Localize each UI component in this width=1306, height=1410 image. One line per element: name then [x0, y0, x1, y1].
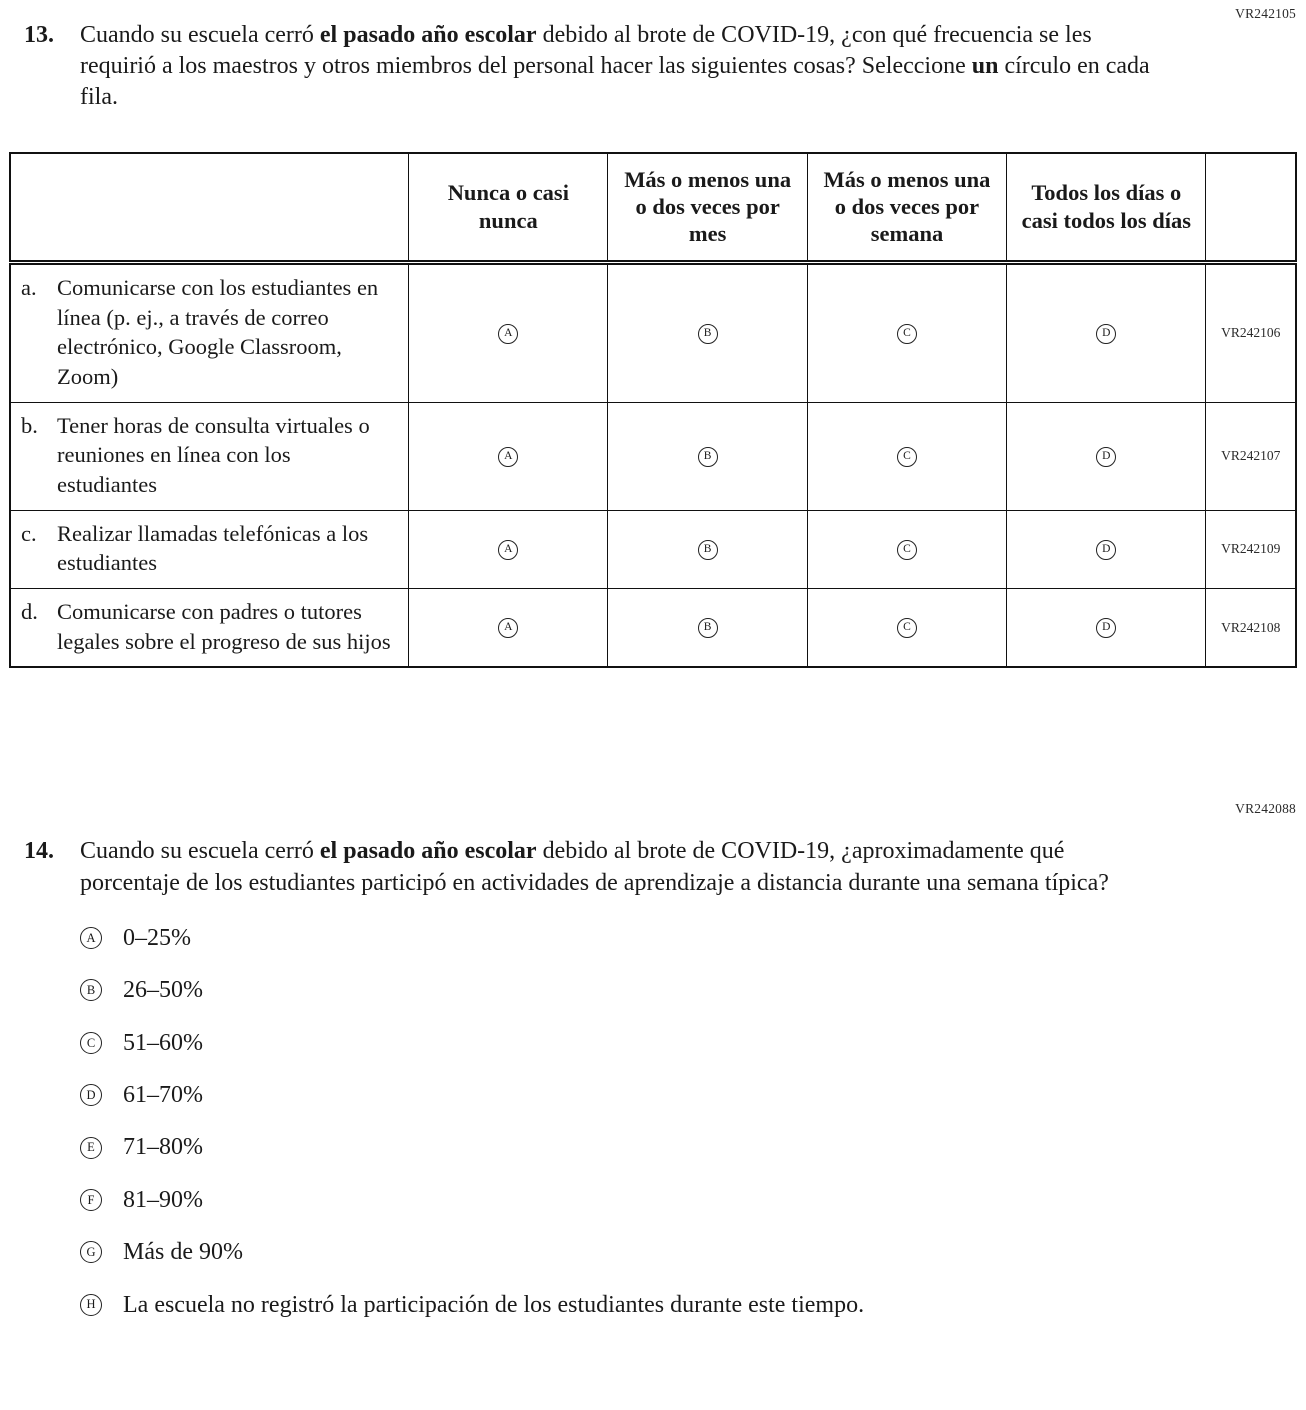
q13-frequency-table [9, 152, 1297, 669]
option-cell [807, 402, 1006, 510]
radio-option-c[interactable]: C [897, 618, 917, 638]
row-letter: d. [21, 599, 38, 625]
option-cell [807, 262, 1006, 402]
column-header-weekly: Más o menos una o dos veces por semana [807, 153, 1006, 263]
option-row-c [80, 1030, 1306, 1056]
q14-text-bold: el pasado año escolar [319, 838, 537, 865]
question-14 [0, 836, 1306, 898]
option-cell [1007, 402, 1206, 510]
row-letter: c. [21, 520, 37, 546]
table-header-code-col [1206, 153, 1296, 263]
row-text: Tener horas de consulta virtuales o reuniones en línea con los estudiantes [57, 412, 370, 497]
option-cell [1007, 510, 1206, 588]
question-13-number: 13. [24, 22, 54, 48]
option-row-b [80, 977, 1306, 1003]
radio-option-h[interactable]: H [80, 1294, 102, 1316]
column-header-daily: Todos los días o casi todos los días [1007, 153, 1206, 263]
q14-text-part: debido al brote de COVID-19, ¿aproximadamente qué porcentaje de los estudiantes participó en actividades de aprendizaje a distancia durante una semana típica? [80, 838, 1109, 896]
option-row-g [80, 1239, 1306, 1265]
q13-text-bold: el pasado año escolar [319, 22, 537, 48]
row-code: VR242109 [1206, 510, 1296, 588]
row-text: Comunicarse con los estudiantes en línea (p. ej., a través de correo electrónico, Google Classroom, Zoom) [57, 274, 379, 389]
radio-option-a[interactable]: A [498, 618, 518, 638]
column-header-never: Nunca o casi nunca [409, 153, 608, 263]
q13-text-part: círculo en cada fila. [80, 53, 1150, 111]
radio-option-a[interactable]: A [80, 927, 102, 949]
radio-option-c[interactable]: C [897, 540, 917, 560]
q13-text-part: debido al brote de COVID-19, ¿con qué frecuencia se les requirió a los maestros y otros miembros del personal hacer las siguientes cosas? Seleccione [80, 22, 1092, 80]
radio-option-e[interactable]: E [80, 1137, 102, 1159]
radio-option-c[interactable]: C [897, 324, 917, 344]
form-code-top: VR242105 [1235, 6, 1296, 21]
option-cell [409, 510, 608, 588]
option-label: 0–25% [123, 924, 191, 951]
option-cell [608, 262, 807, 402]
option-label: La escuela no registró la participación de los estudiantes durante este tiempo. [123, 1291, 865, 1318]
radio-option-d[interactable]: D [1096, 324, 1116, 344]
option-label: 71–80% [123, 1134, 203, 1161]
row-text: Comunicarse con padres o tutores legales sobre el progreso de sus hijos [57, 599, 391, 654]
q14-options [0, 925, 1306, 1318]
radio-option-d[interactable]: D [1096, 540, 1116, 560]
column-header-monthly: Más o menos una o dos veces por mes [608, 153, 807, 263]
option-cell [1007, 589, 1206, 668]
table-header-stub [10, 153, 409, 263]
row-label-d [10, 589, 409, 668]
radio-option-b[interactable]: B [698, 540, 718, 560]
form-code-mid: VR242088 [1235, 801, 1296, 817]
option-cell [409, 589, 608, 668]
option-row-d [80, 1082, 1306, 1108]
option-row-h [80, 1292, 1306, 1318]
option-row-f [80, 1187, 1306, 1213]
q13-text-part: Cuando su escuela cerró [80, 22, 320, 48]
row-label-a [10, 262, 409, 402]
radio-option-f[interactable]: F [80, 1189, 102, 1211]
option-label: Más de 90% [123, 1239, 243, 1266]
option-cell [608, 402, 807, 510]
table-row-a [10, 262, 1296, 402]
option-label: 81–90% [123, 1186, 203, 1213]
table-header-row [10, 153, 1296, 263]
row-text: Realizar llamadas telefónicas a los estudiantes [57, 520, 369, 576]
radio-option-g[interactable]: G [80, 1241, 102, 1263]
radio-option-b[interactable]: B [80, 979, 102, 1001]
row-code: VR242108 [1206, 589, 1296, 668]
option-cell [807, 589, 1006, 668]
row-label-c [10, 510, 409, 588]
row-letter: a. [21, 274, 37, 300]
option-label: 61–70% [123, 1081, 203, 1108]
radio-option-d[interactable]: D [1096, 618, 1116, 638]
question-13-text [80, 20, 1150, 114]
radio-option-a[interactable]: A [498, 540, 518, 560]
radio-option-d[interactable]: D [80, 1084, 102, 1106]
table-row-d [10, 589, 1296, 668]
row-code: VR242106 [1206, 262, 1296, 402]
question-13 [0, 0, 1306, 114]
table-row-b [10, 402, 1296, 510]
question-14-text [80, 836, 1150, 898]
table-row-c [10, 510, 1296, 588]
row-code: VR242107 [1206, 402, 1296, 510]
radio-option-a[interactable]: A [498, 447, 518, 467]
radio-option-d[interactable]: D [1096, 447, 1116, 467]
row-letter: b. [21, 412, 38, 438]
option-cell [1007, 262, 1206, 402]
option-row-a [80, 925, 1306, 951]
radio-option-b[interactable]: B [698, 447, 718, 467]
radio-option-b[interactable]: B [698, 324, 718, 344]
option-cell [608, 589, 807, 668]
option-label: 51–60% [123, 1029, 203, 1056]
option-label: 26–50% [123, 977, 203, 1004]
radio-option-b[interactable]: B [698, 618, 718, 638]
option-cell [608, 510, 807, 588]
option-cell [409, 402, 608, 510]
question-14-number: 14. [24, 838, 54, 865]
option-row-e [80, 1134, 1306, 1160]
q14-text-part: Cuando su escuela cerró [80, 838, 320, 865]
radio-option-c[interactable]: C [80, 1032, 102, 1054]
radio-option-a[interactable]: A [498, 324, 518, 344]
option-cell [807, 510, 1006, 588]
option-cell [409, 262, 608, 402]
q13-text-bold: un [971, 53, 999, 80]
radio-option-c[interactable]: C [897, 447, 917, 467]
row-label-b [10, 402, 409, 510]
